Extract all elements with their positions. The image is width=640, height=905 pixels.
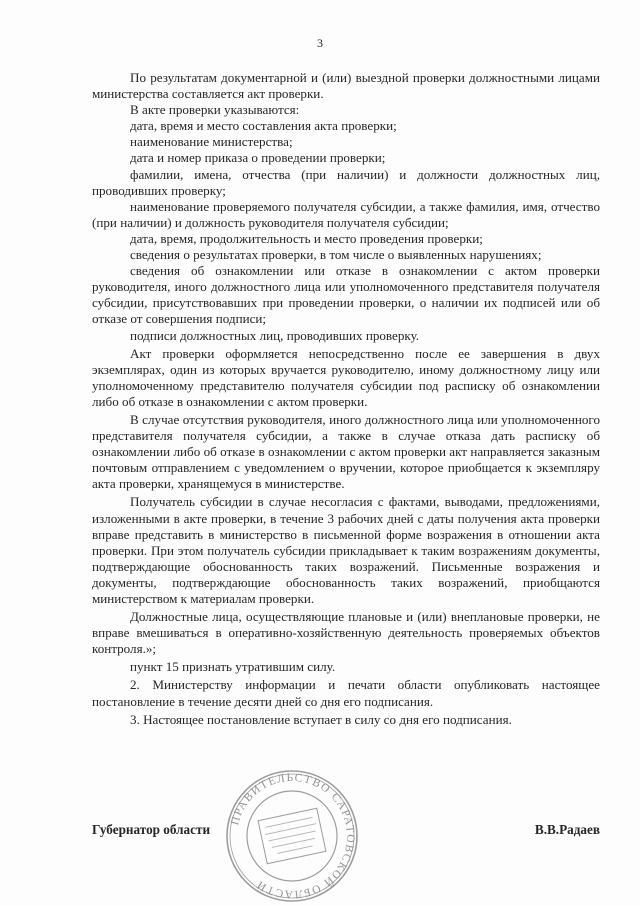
paragraph: пункт 15 признать утратившим силу. [130, 659, 336, 675]
paragraph: сведения о результатах проверки, в том числе о выявленных нарушениях; [130, 247, 542, 263]
seal-ring-text: ПРАВИТЕЛЬСТВО САРАТОВСКОЙ ОБЛАСТИ [229, 771, 357, 901]
paragraph: фамилии, имена, отчества (при наличии) и должности должностных лиц, проводивших проверку; [92, 166, 600, 198]
page-number: 3 [317, 36, 323, 50]
signatory-title: Губернатор области [92, 822, 211, 837]
document-body [92, 70, 600, 728]
paragraph: дата и номер приказа о проведении проверки; [130, 150, 386, 166]
paragraph: наименование проверяемого получателя субсидии, а также фамилия, имя, отчество (при наличии) и должность руководителя получателя субсидии; [92, 198, 600, 230]
paragraph: подписи должностных лиц, проводивших проверку. [130, 327, 420, 343]
paragraph: Должностные лица, осуществляющие плановые и (или) внеплановые проверки, не вправе вмешиваться в оперативно-хозяйственную деятельность проверяемых объектов контроля.»; [92, 609, 600, 657]
paragraph: 2. Министерству информации и печати области опубликовать настоящее постановление в течение десяти дней со дня его подписания. [92, 677, 600, 709]
paragraph: дата, время, продолжительность и место проведения проверки; [130, 230, 483, 246]
paragraph: 3. Настоящее постановление вступает в силу со дня его подписания. [130, 711, 512, 727]
paragraph: В акте проверки указываются: [130, 102, 300, 118]
official-seal-stamp [224, 768, 360, 904]
paragraph: По результатам документарной и (или) выездной проверки должностными лицами министерства составляется акт проверки. [92, 70, 600, 102]
paragraph: Получатель субсидии в случае несогласия с фактами, выводами, предложениями, изложенными в акте проверки, в течение 3 рабочих дней с даты получения акта проверки вправе представить в министерство в письменной форме возражения в отношении акта проверки. При этом получатель субсидии прикладывает к таким возражениям документы, подтверждающие обоснованность таких возражений. Письменные возражения и документы, подтверждающие обоснованность таких возражений, приобщаются министерством к материалам проверки. [92, 494, 600, 606]
paragraph: наименование министерства; [130, 134, 293, 150]
signatory-name: В.В.Радаев [534, 822, 600, 837]
paragraph: дата, время и место составления акта проверки; [130, 118, 397, 134]
paragraph: Акт проверки оформляется непосредственно после ее завершения в двух экземплярах, один из которых вручается руководителю, иному должностному лицу или уполномоченному представителю получателя субсидии под расписку об ознакомлении либо об отказе в ознакомлении с актом проверки. [92, 345, 600, 409]
paragraph: В случае отсутствия руководителя, иного должностного лица или уполномоченного представителя получателя субсидии, а также в случае отказа дать расписку об ознакомлении либо об отказе в ознакомлении с актом проверки акт направляется заказным почтовым отправлением с уведомлением о вручении, которое приобщается к экземпляру акта проверки, хранящемуся в министерстве. [92, 411, 600, 492]
paragraph: сведения об ознакомлении или отказе в ознакомлении с актом проверки руководителя, иного должностного лица или уполномоченного представителя получателя субсидии, присутствовавших при проведении проверки, о наличии их подписей или об отказе от совершения подписи; [92, 263, 600, 327]
